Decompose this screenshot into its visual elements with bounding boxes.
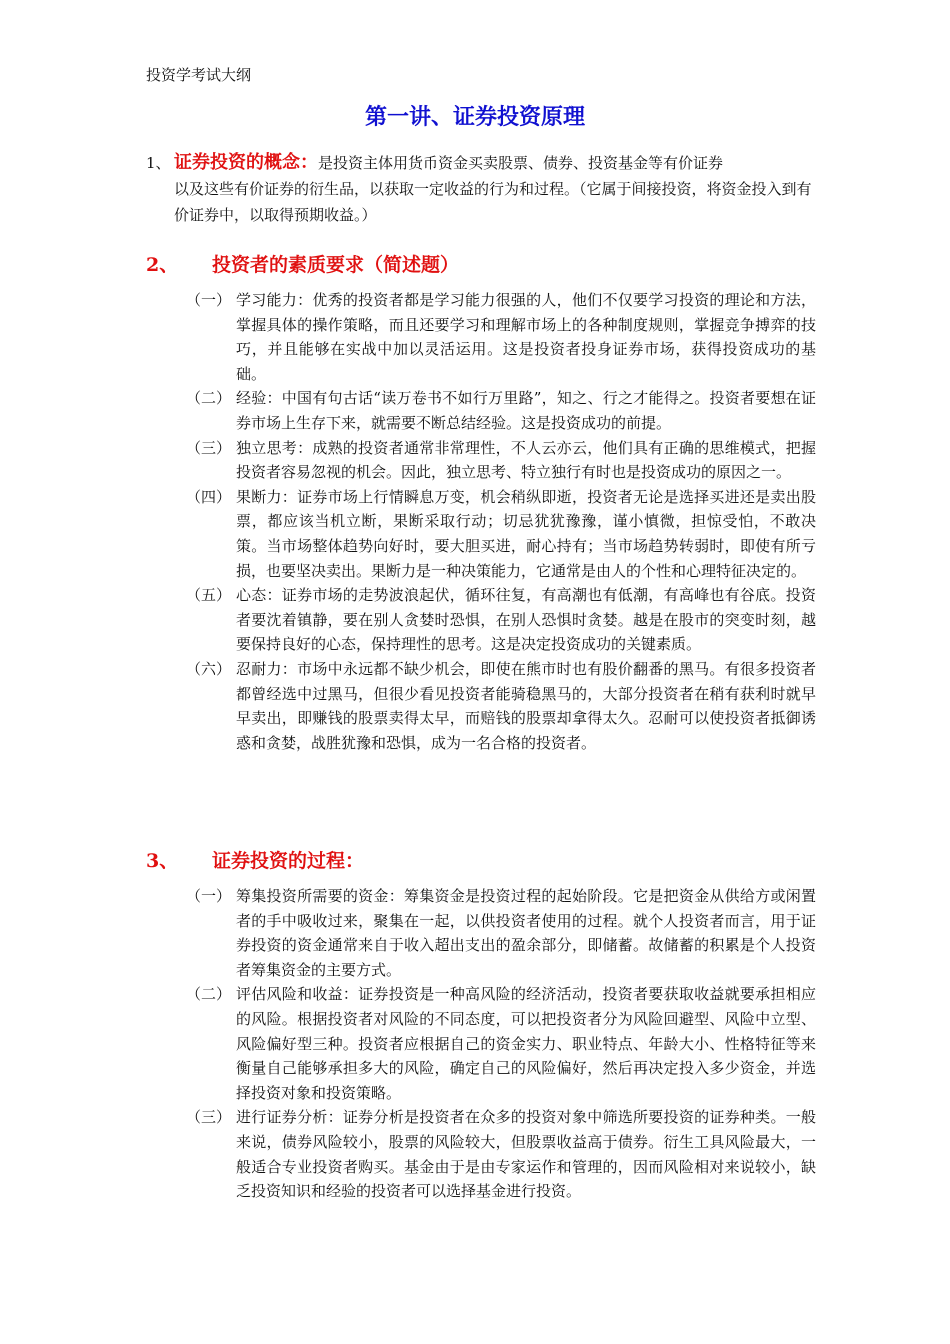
section-3-heading: 证券投资的过程： [212, 850, 365, 872]
list-item [186, 657, 816, 755]
item-marker: （三） [186, 1108, 232, 1127]
list-item [186, 436, 816, 485]
section-3-number: 3、 [146, 850, 179, 872]
item-text: 忍耐力：市场中永远都不缺少机会，即使在熊市时也有股价翻番的黑马。有很多投资者都曾经选中过黑马，但很少看见投资者能骑稳黑马的，大部分投资者在稍有获利时就早早卖出，即赚钱的股票卖得太早，而赔钱的股票却拿得太久。忍耐可以使投资者抵御诱惑和贪婪，战胜犹豫和恐惧，成为一名合格的投资者。 [236, 659, 816, 752]
page-header: 投资学考试大纲 [146, 66, 252, 84]
list-item [186, 288, 816, 386]
section-1-first-line [146, 150, 814, 176]
item-marker: （二） [186, 985, 232, 1004]
page-title: 第一讲、证券投资原理 [364, 104, 585, 130]
item-marker: （二） [186, 389, 232, 408]
item-text: 筹集投资所需要的资金：筹集资金是投资过程的起始阶段。它是把资金从供给方或闲置者的手中吸收过来，聚集在一起，以供投资者使用的过程。就个人投资者而言，用于证券投资的资金通常来自于收入超出支出的盈余部分，即储蓄。故储蓄的积累是个人投资者筹集资金的主要方式。 [236, 887, 816, 979]
item-marker: （六） [186, 659, 232, 678]
section-1-lead: 是投资主体用货币资金买卖股票、债券、投资基金等有价证券 [318, 154, 724, 172]
section-1-continuation: 以及这些有价证券的衍生品，以获取一定收益的行为和过程。（它属于间接投资，将资金投入到有价证券中，以取得预期收益。） [174, 180, 812, 224]
section-3-list [186, 884, 816, 1204]
section-1 [146, 150, 814, 228]
section-2-heading: 投资者的素质要求（简述题） [212, 254, 460, 276]
section-1-heading: 证券投资的概念： [174, 152, 318, 173]
item-text: 果断力：证券市场上行情瞬息万变，机会稍纵即逝，投资者无论是选择买进还是卖出股票，都应该当机立断，果断采取行动；切忌犹犹豫豫，谨小慎微，担惊受怕，不敢决策。当市场整体趋势向好时，要大胆买进，耐心持有；当市场趋势转弱时，即使有所亏损，也要坚决卖出。果断力是一种决策能力，它通常是由人的个性和心理特征决定的。 [236, 487, 816, 580]
item-text: 评估风险和收益：证券投资是一种高风险的经济活动，投资者要获取收益就要承担相应的风险。根据投资者对风险的不同态度，可以把投资者分为风险回避型、风险中立型、风险偏好型三种。投资者应根据自己的资金实力、职业特点、年龄大小、性格特征等来衡量自己能够承担多大的风险，确定自己的风险偏好，然后再决定投入多少资金，并选择投资对象和投资策略。 [236, 985, 816, 1102]
item-marker: （五） [186, 586, 232, 605]
item-text: 心态：证券市场的走势波浪起伏，循环往复，有高潮也有低潮，有高峰也有谷底。投资者要沈着镇静，要在别人贪婪时恐惧，在别人恐惧时贪婪。越是在股市的突变时刻，越要保持良好的心态，保持理性的思考。这是决定投资成功的关键素质。 [236, 586, 816, 654]
section-2-heading-row [146, 250, 459, 277]
list-item [186, 386, 816, 435]
list-item [186, 583, 816, 657]
section-2-list [186, 288, 816, 755]
list-item [186, 485, 816, 583]
section-2-number: 2、 [146, 254, 179, 276]
list-item [186, 982, 816, 1105]
section-3-heading-row [146, 846, 364, 873]
item-marker: （一） [186, 291, 232, 309]
item-text: 经验：中国有句古话“读万卷书不如行万里路”，知之、行之才能得之。投资者要想在证券市场上生存下来，就需要不断总结经验。这是投资成功的前提。 [236, 389, 816, 432]
item-text: 独立思考：成熟的投资者通常非常理性，不人云亦云，他们具有正确的思维模式，把握投资者容易忽视的机会。因此，独立思考、特立独行有时也是投资成功的原因之一。 [236, 438, 816, 482]
item-text: 学习能力：优秀的投资者都是学习能力很强的人，他们不仅要学习投资的理论和方法，掌握具体的操作策略，而且还要学习和理解市场上的各种制度规则，掌握竞争搏弈的技巧，并且能够在实战中加以灵活运用。这是投资者投身证券市场，获得投资成功的基础。 [236, 291, 816, 383]
item-text: 进行证券分析：证券分析是投资者在众多的投资对象中筛选所要投资的证券种类。一般来说，债券风险较小，股票的风险较大，但股票收益高于债券。衍生工具风险最大，一般适合专业投资者购买。基金由于是由专家运作和管理的，因而风险相对来说较小，缺乏投资知识和经验的投资者可以选择基金进行投资。 [236, 1108, 816, 1201]
section-1-number: 1、 [146, 154, 171, 172]
item-marker: （三） [186, 438, 232, 457]
list-item [186, 1105, 816, 1203]
item-marker: （一） [186, 887, 232, 905]
item-marker: （四） [186, 487, 232, 506]
list-item [186, 884, 816, 982]
